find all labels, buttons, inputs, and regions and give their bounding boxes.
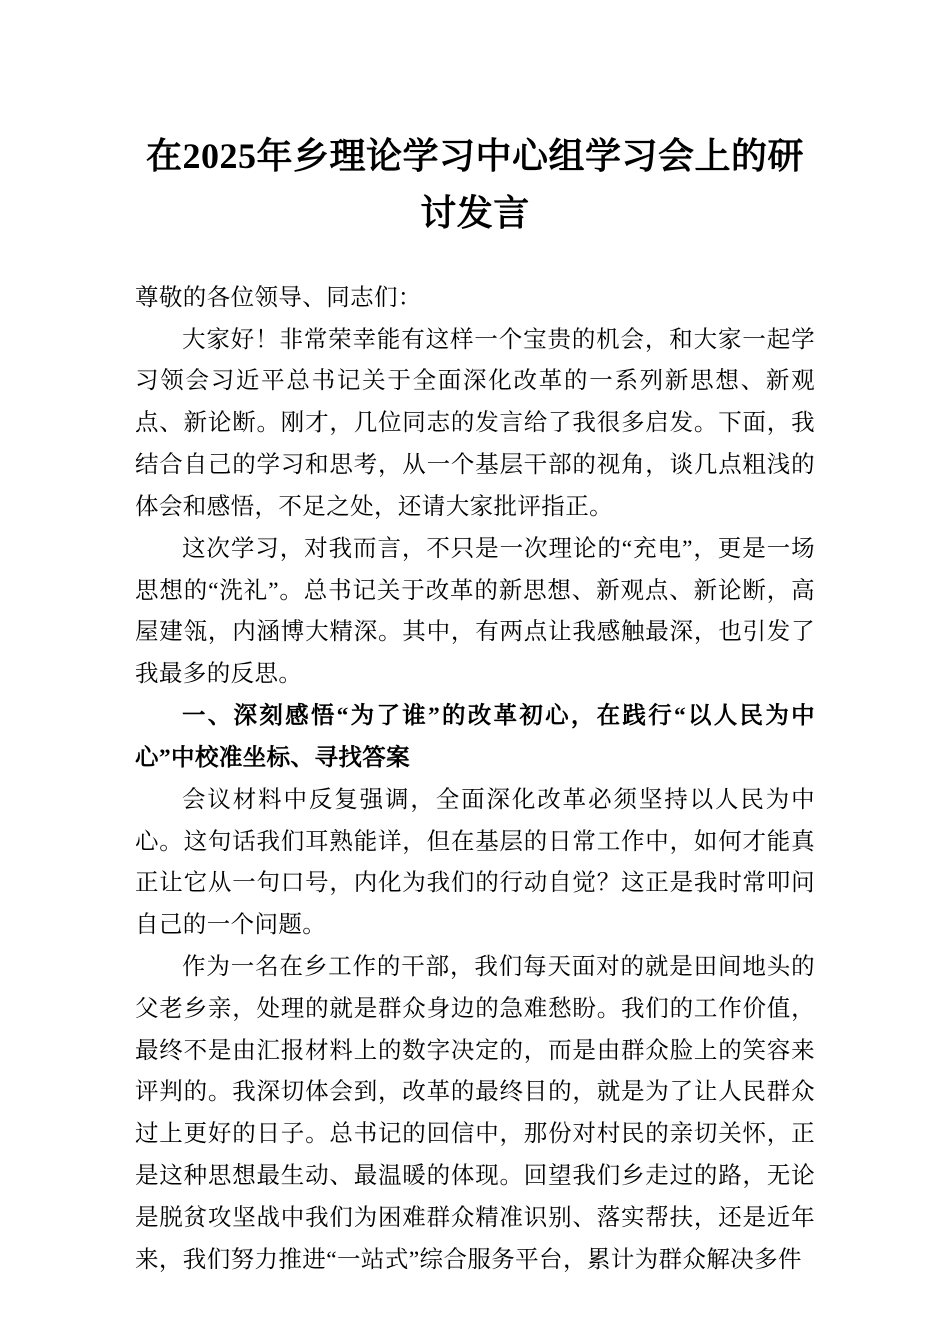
paragraph-opening: 大家好！非常荣幸能有这样一个宝贵的机会，和大家一起学习领会习近平总书记关于全面深化改革的一系列新思想、新观点、新论断。刚才，几位同志的发言给了我很多启发。下面，我结合自己的学习和思考，从一个基层干部的视角，谈几点粗浅的体会和感悟，不足之处，还请大家批评指正。 xyxy=(135,326,815,520)
paragraph-section-one-body-1: 会议材料中反复强调，全面深化改革必须坚持以人民为中心。这句话我们耳熟能详，但在基层的日常工作中，如何才能真正让它从一句口号，内化为我们的行动自觉？这正是我时常叩问自己的一个问题。 xyxy=(135,786,815,939)
paragraph-salutation: 尊敬的各位领导、同志们： xyxy=(135,284,422,311)
section-heading-one: 一、深刻感悟“为了谁”的改革初心，在践行“以人民为中心”中校准坐标、寻找答案 xyxy=(135,703,815,771)
page-title: 在2025年乡理论学习中心组学习会上的研讨发言 xyxy=(145,136,804,233)
paragraph-section-one-body-2: 作为一名在乡工作的干部，我们每天面对的就是田间地头的父老乡亲，处理的就是群众身边的急难愁盼。我们的工作价值，最终不是由汇报材料上的数字决定的，而是由群众脸上的笑容来评判的。我深切体会到，改革的最终目的，就是为了让人民群众过上更好的日子。总书记的回信中，那份对村民的亲切关怀，正是这种思想最生动、最温暖的体现。回望我们乡走过的路，无论是脱贫攻坚战中我们为困难群众精准识别、落实帮扶，还是近年来，我们努力推进“一站式”综合服务平台，累计为群众解决多件 xyxy=(135,954,815,1273)
paragraph-reflection: 这次学习，对我而言，不只是一次理论的“充电”，更是一场思想的“洗礼”。总书记关于改革的新思想、新观点、新论断，高屋建瓴，内涵博大精深。其中，有两点让我感触最深，也引发了我最多的反思。 xyxy=(135,535,815,688)
